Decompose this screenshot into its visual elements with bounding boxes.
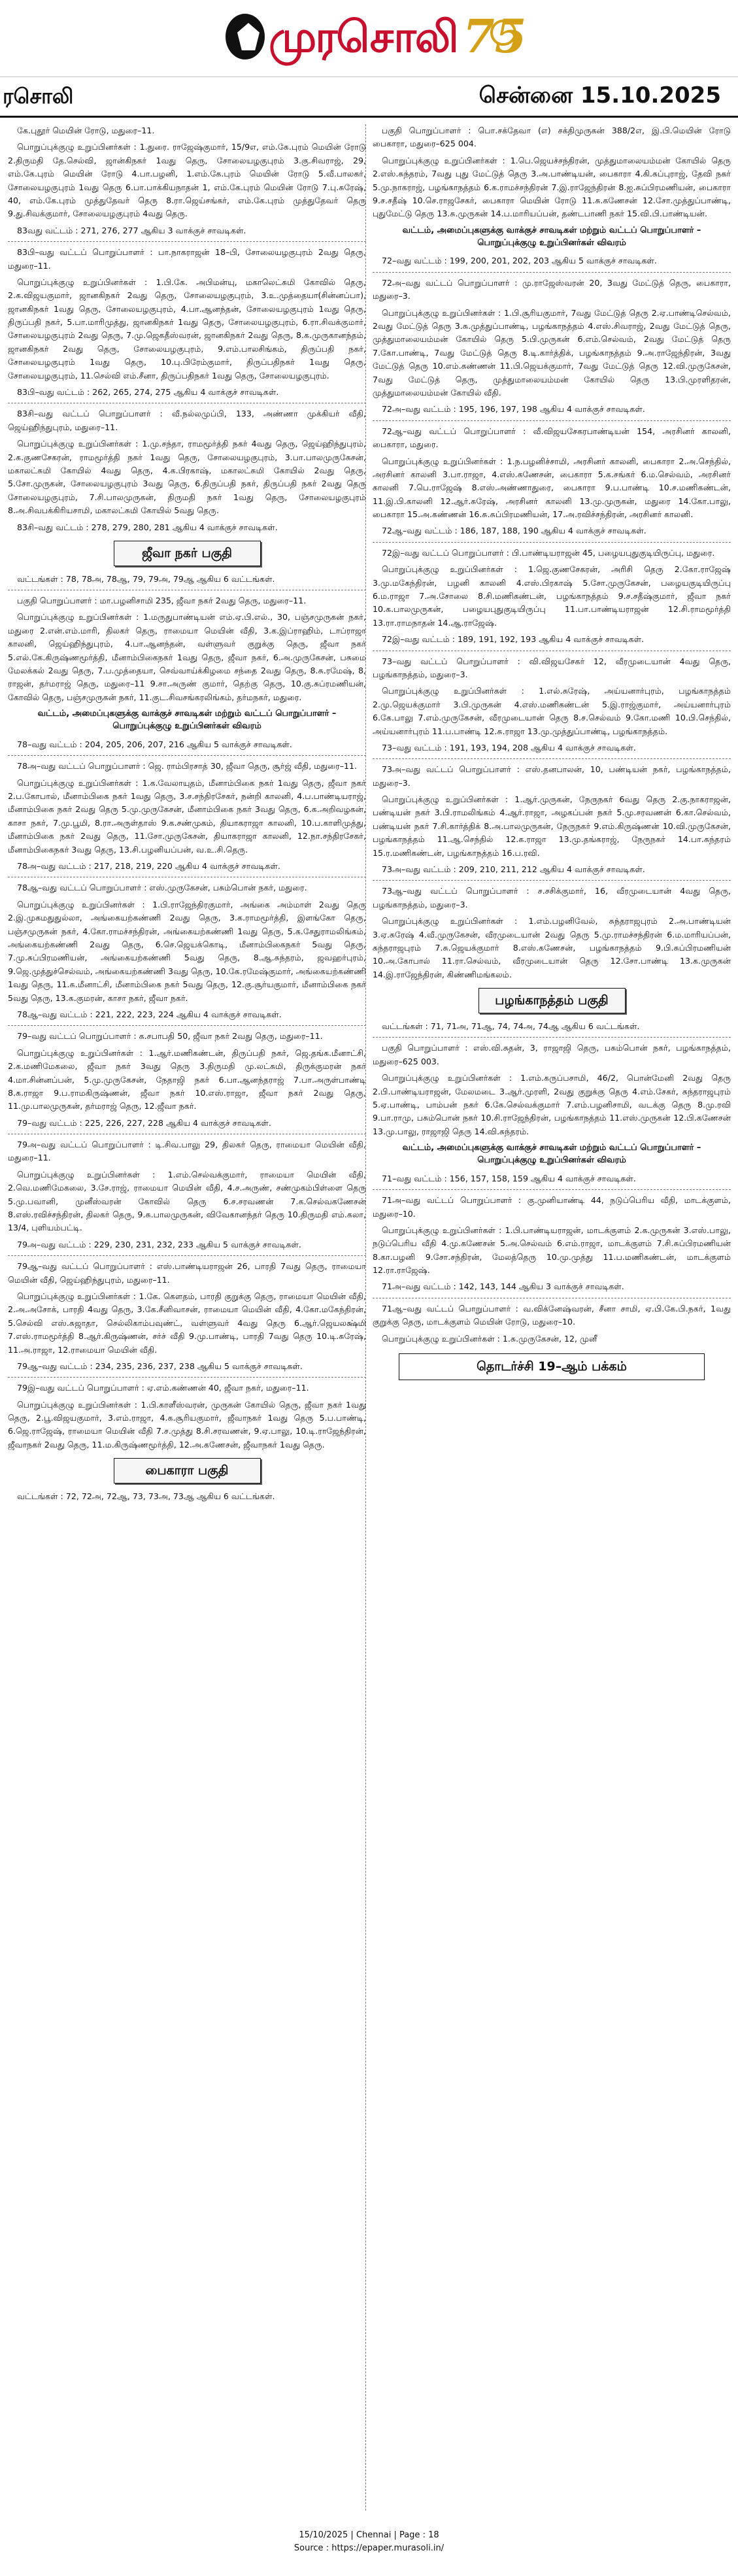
notice-heading: வட்டம், அமைப்புகளுக்கு வாக்குச் சாவடிகள் மற்றும் வட்டப் பொறுப்பாளர் – பொறுப்புக்குழு உறுப்பினர்கள் விவரம் bbox=[402, 1143, 701, 1165]
divider bbox=[373, 272, 731, 273]
paragraph: 73அ–வது வட்டப் பொறுப்பாளர் : எஸ்.தனபாலன், 10, பண்டியன் நகர், பழங்காநத்தம், மதுரை–3. bbox=[373, 764, 731, 788]
paragraph: பொறுப்புக்குழு உறுப்பினர்கள் : 1.சு.முருகேசன், 12, முனீ bbox=[382, 1333, 597, 1344]
divider bbox=[373, 420, 731, 421]
paragraph: 72ஆ–வது வட்டம் : 186, 187, 188, 190 ஆகிய 4 வாக்குச் சாவடிகள். bbox=[382, 526, 646, 536]
paragraph: 78அ–வது வட்டப் பொறுப்பாளர் : ஜெ. ராம்பிரசாத் 30, ஜீவா தெரு, சூர்ஜ் வீதி, மதுரை–11. bbox=[17, 761, 358, 771]
divider bbox=[8, 1377, 366, 1378]
paragraph: பொறுப்புக்குழு உறுப்பினர்கள் : 1.க.வேலாயுதம், மீனாம்பிகை நகர் 1வது தெரு, ஜீவா நகர் 2.ப.கோபால், மீனாம்பிகை நகர் 1வது தெரு, 3.ச.சந்திரசேகர், நன்றி காலனி, 4.ப.பாண்டியராஜ், மீனாம்பிகை நகர் 2வது தெரு 5.மு.முருகேசன், மீனாம்பிகை நகர் 3வது தெரு, 6.க.அறிவழகன், காசா நகர், 7.மு.பூமி, 8.ரா.அருள்தாஸ் 9.க.சண்முகம், தியாகராஜா காலனி, 10.ப.காளிமுத்து, மீனாம்பிகை நகர் 2வது தெரு, 11.சோ.முருகேசன், தியாகராஜா காலனி, 12.நா.சந்திரசேகர், மீனாம்பிகைநகர் 3வது தெரு, 13.சி.பழனியப்பன், வ.உ.சி.தெரு. bbox=[8, 777, 366, 855]
right-column bbox=[373, 124, 731, 2511]
notice-heading: வட்டம், அமைப்புகளுக்கு வாக்குச் சாவடிகள் மற்றும் வட்டப் பொறுப்பாளர் – பொறுப்புக்குழு உறுப்பினர்கள் விவரம் bbox=[402, 225, 701, 248]
paragraph: 72–வது வட்டம் : 199, 200, 201, 202, 203 ஆகிய 5 வாக்குச் சாவடிகள். bbox=[382, 256, 657, 266]
anniversary-number: 75 bbox=[463, 9, 527, 63]
murasoli-logo bbox=[226, 4, 527, 69]
paragraph: 79ஆ–வது வட்டம் : 234, 235, 236, 237, 238 ஆகிய 5 வாக்குச் சாவடிகள். bbox=[17, 1361, 303, 1371]
divider bbox=[373, 1189, 731, 1190]
paragraph: 79அ–வது வட்டம் : 229, 230, 231, 232, 233 ஆகிய 5 வாக்குச் சாவடிகள். bbox=[17, 1239, 301, 1249]
paragraph: 72இ–வது வட்டம் : 189, 191, 192, 193 ஆகிய 4 வாக்குச் சாவடிகள். bbox=[382, 634, 645, 645]
paragraph: பகுதி பொறுப்பாளர் : எஸ்.வி.சுதன், 3, ராஜாஜி தெரு, பசும்பொன் நகர், பழங்காநத்தம், மதுரை–625 003. bbox=[373, 1043, 731, 1066]
page-header bbox=[0, 77, 738, 118]
paragraph: பொறுப்புக்குழு உறுப்பினர்கள் : 1.ஆர்.முருகன், நேருநகர் 6வது தெரு 2.கு.நாகராஜன், பண்டியன் நகர் 3.பி.ராமலிங்கம் 4.ஆர்.ராஜா, அழகப்பன் நகர் 5.மு.சரவணன் 6.கா.செல்வம், பண்டியன் நகர் 7.சி.கார்த்திக் 8.அ.பாலமுருகன், நேருநகர் 9.எம்.கிருஷ்ணன் 10.வி.முருகேசன், பழங்காநத்தம் 11.ஆ.செந்தில் 12.க.ராஜா 13.மு.தங்கராஜ், நேருநகர் 14.பா.சுந்தரம் 15.ர.மணிகண்டன், பழங்காநத்தம் 16.ப.ரவி. bbox=[373, 794, 731, 858]
paragraph: 73–வது வட்டப் பொறுப்பாளர் : வி.விஜயசேகர் 12, வீரமுடையான் 4வது தெரு, பழங்காநத்தம், மதுரை–3. bbox=[373, 656, 731, 679]
paragraph: 78ஆ–வது வட்டப் பொறுப்பாளர் : எஸ்.முருகேசன், பசும்பொன் நகர், மதுரை. bbox=[17, 883, 307, 893]
paragraph: வட்டங்கள் : 72, 72அ, 72ஆ, 73, 73அ, 73ஆ ஆகிய 6 வட்டங்கள். bbox=[17, 1491, 275, 1502]
left-column bbox=[8, 124, 366, 2511]
paragraph: பொறுப்புக்குழு உறுப்பினர்கள் : 1.பி.சூரியகுமார், 7வது மேட்டுத் தெரு 2.ஏ.பாண்டிசெல்வம், 2வது மேட்டுத் தெரு 3.சு.முத்துப்பாண்டி, பழங்காநத்தம் 4.எஸ்.சிவராஜ், 2வது மேட்டுத் தெரு, முத்துமாலையம்மன் கோயில் தெரு 5.பி.முருகன் 6.எம்.செல்வம், 2வது மேட்டுத் தெரு 7.கோ.பாண்டி, 7வது மேட்டுத் தெரு 8.டி.கார்த்திக், பழங்காநத்தம் 9.அ.ராஜேந்திரன், 3வது மேட்டுத் தெரு 10.எம்.கண்ணன் 11.பி.ஜெயக்குமார், 7வது மேட்டுத் தெரு 12.வி.முருகேசன், 7வது மேட்டுத் தெரு, முத்துமாலையம்மன் கோயில் தெரு 13.பி.முரளிதரன், முத்துமாலையம்மன் கோயில் வீதி. bbox=[373, 307, 731, 398]
paragraph: பொறுப்புக்குழு உறுப்பினர்கள் : 1.எல்.சுரேஷ், அய்யனார்புரம், பழங்காநத்தம் 2.மு.ஜெயக்குமார் 3.பி.முருகன் 4.எஸ்.மணிகண்டன் 5.இ.ராஜ்குமார், அய்யனார்புரம் 6.கே.பாலு 7.எம்.முருகேசன், வீரமுடையான் தெரு 8.ச.செல்வம் 9.கோ.மணி 10.பி.செந்தில், அய்யனார்புரம் 11.ப.பாண்டி 12.சு.ராஜா 13.மு.முத்துப்பாண்டி, பழங்காநத்தம். bbox=[373, 686, 731, 736]
footer-edition: 15/10/2025 | Chennai | Page : 18 bbox=[299, 2530, 439, 2540]
paragraph: வட்டங்கள் : 78, 78அ, 78ஆ, 79, 79அ, 79ஆ ஆகிய 6 வட்டங்கள். bbox=[17, 573, 275, 584]
paragraph: 72இ–வது வட்டப் பொறுப்பாளர் : பி.பாண்டியராஜன் 45, பழையபுதுகுடியிருப்பு, மதுரை. bbox=[382, 547, 715, 558]
page-footer bbox=[0, 2529, 738, 2554]
paragraph: பொறுப்புக்குழு உறுப்பினர்கள் : 1.பி.கே. அபிமன்யு, மகாலெட்சுமி கோவில் தெரு, 2.க.விஜயகுமார், ஜானகிநகர் 2வது தெரு, சோலையழகுபுரம், 3.உ.முத்தையா(சின்னப்பா), ஜானகிநகர் 1வது தெரு, சோலையழகுபுரம், 4.பா.ஆனந்தன், சோலையழகுபுரம் 1வது தெரு, திருப்பதி நகர், 5.பா.மாரிமுத்து, ஜானகிநகர் 1வது தெரு, சோலையழகுபுரம், 6.ரா.சிவக்குமார், சோலையழகுபுரம் 2வது தெரு, 7.மு.ஜெகதீஸ்வரன், ஜானகிநகர் 2வது தெரு, 8.க.முருகானந்தம், ஜானகிநகர் 2வது தெரு, சோலையழகுபுரம், 9.எம்.பாலசிங்கம், திருப்பதி நகர், சோலையழகுபுரம் 1வது தெரு, 10.பு.பிரேம்குமார், திருப்பதிநகர் 1வது தெரு, சோலையழகுபுரம், 11.செல்வி எம்.சீனா, திருப்பதிநகர் 1வது தெரு, சோலையழகுபுரம். bbox=[8, 277, 366, 381]
logo-text: முரசொலி bbox=[269, 11, 458, 62]
paragraph: 83வது வட்டம் : 271, 276, 277 ஆகிய 3 வாக்குச் சாவடிகள். bbox=[17, 225, 246, 235]
divider bbox=[373, 880, 731, 881]
section-heading: பழங்காநத்தம் பகுதி bbox=[478, 988, 626, 1013]
paragraph: 79–வது வட்டப் பொறுப்பாளர் : க.சபாபதி 50, ஜீவா நகர் 2வது தெரு, மதுரை–11. bbox=[17, 1031, 323, 1042]
paragraph: 83சி–வது வட்டப் பொறுப்பாளர் : வீ.நல்லமுப்பி, 133, அண்ணா முக்கியர் வீதி, ஜெய்ஹிந்துபுரம், மதுரை–11. bbox=[8, 409, 366, 432]
divider bbox=[8, 241, 366, 242]
paragraph: 71ஆ–வது வட்டப் பொறுப்பாளர் : வ.விக்னேஷ்வரன், சீனா சாமி, ஏ.பி.கே.பி.நகர், 1வது குறுக்கு தெரு, மாடக்குளம் மெயின் ரோடு, மதுரை–10. bbox=[373, 1303, 731, 1327]
paragraph: 78–வது வட்டம் : 204, 205, 206, 207, 216 ஆகிய 5 வாக்குச் சாவடிகள். bbox=[17, 739, 292, 749]
paragraph: 72அ–வது வட்டம் : 195, 196, 197, 198 ஆகிய 4 வாக்குச் சாவடிகள். bbox=[382, 404, 645, 415]
paragraph: 71அ–வது வட்டம் : 142, 143, 144 ஆகிய 3 வாக்குச் சாவடிகள். bbox=[382, 1281, 624, 1292]
paragraph: 79–வது வட்டம் : 225, 226, 227, 228 ஆகிய 4 வாக்குச் சாவடிகள். bbox=[17, 1117, 271, 1128]
paragraph: 73–வது வட்டம் : 191, 193, 194, 208 ஆகிய 4 வாக்குச் சாவடிகள். bbox=[382, 742, 636, 753]
anniversary-emblem bbox=[463, 7, 527, 67]
paragraph: 79அ–வது வட்டப் பொறுப்பாளர் : டி.சிவ.பாலு 29, திலகர் தெரு, ராமையா மெயின் வீதி, மதுரை–11. bbox=[8, 1140, 366, 1163]
paragraph: பொறுப்புக்குழு உறுப்பினர்கள் : 1.மு.சந்தா, ராமமூர்த்தி நகர் 4வது தெரு, ஜெய்ஹிந்துபுரம், 2.க.குணசேகரன், ராமமூர்த்தி நகர் 1வது தெரு, சோலையழகுபுரம், 3.பா.பாலமுருகேசன், மகாலட்சுமி கோயில் 4வது தெரு, 4.க.பிரகாஷ், மகாலட்சுமி கோயில் 2வது தெரு, 5.சோ.முருகன், சோலையழகுபுரம் 3வது தெரு, 6.திருப்பதி நகர், திருப்பதி நகர் 2வது தெரு சோலையழகுபுரம், 7.சி.பாலமுருகன், திருமதி நகர் 1வது தெரு, சோலையழகுபுரம் 8.அ.சிவபக்கிரியசாமி, மகாலட்சுமி கோயில் 5வது தெரு. bbox=[8, 439, 366, 516]
paragraph: 78ஆ–வது வட்டம் : 221, 222, 223, 224 ஆகிய 4 வாக்குச் சாவடிகள். bbox=[17, 1009, 282, 1019]
paragraph: 71–வது வட்டம் : 156, 157, 158, 159 ஆகிய 4 வாக்குச் சாவடிகள். bbox=[382, 1173, 636, 1183]
paragraph: 72ஆ–வது வட்டப் பொறுப்பாளர் : வீ.விஜயசேகரபாண்டியன் 154, அரசினர் காலனி, பைகாரா, மதுரை. bbox=[373, 426, 731, 450]
paragraph: பொறுப்புக்குழு உறுப்பினர்கள் : 1.மருதுபாண்டியன் எம்.ஏ.பி.எல்., 30, பஞ்சமுருகன் நகர், மதுரை 2.என்.எம்.மாரி, திலகர் தெரு, ராமையா மெயின் வீதி, 3.க.இப்ராஹிம், டாப்ராஜா காலனி, ஜெய்ஹிந்துபுரம், 4.பா.ஆனந்தன், வள்ளுவர் குறுக்கு தெரு, ஜீவா நகர் 5.எல்.கே.கிருஷ்ணமூர்த்தி, மீனாம்பிகைநகர் 1வது தெரு, ஜீவா நகர், 6.அ.முருகேசன், பசுமை மேலக்கல் 2வது தெரு, 7.ப.முத்தையா, செவ்வாய்க்கிழமை சந்தை 2வது தெரு, 8.சு.ரமேஷ், 8, ராஜன், தர்மராஜ் தெரு, மதுரை–11 9.சா.அருண் குமார், தெற்கு தெரு, 10.கு.சுப்ரமணியன், கோவில் தெரு, பஞ்சமுருகன் நகர், 11.குட.சிவசங்கரலிங்கம், தர்மநகர், மதுரை. bbox=[8, 612, 366, 702]
paragraph: 79ஆ–வது வட்டப் பொறுப்பாளர் : எஸ்.பாண்டியராஜன் 26, பாரதி 7வது தெரு, ராமையா மெயின் வீதி, ஜெய்ஹிந்துபுரம், மதுரை–11. bbox=[8, 1261, 366, 1285]
divider bbox=[8, 1255, 366, 1256]
paragraph: பொறுப்புக்குழு உறுப்பினர்கள் : 1.துரை. ராஜேஷ்குமார், 15/9எ, எம்.கே.புரம் மெயின் ரோடு 2.திருமதி தே.செல்வி, ஜான்கிநகர் 1வது தெரு, சோலையழகுபுரம் 3.கு.சிவராஜ், 29, எம்.கே.புரம் மெயின் ரோடு 4.பா.பழனி, 1.எம்.கே.புரம் மெயின் ரோடு 5.வீ.பாலகர், சோலையழகுபுரம் 1வது தெரு 6.பா.பாக்கியநாதன் 1, எம்.கே.புரம் மெயின் ரோடு 7.பு.சுரேஷ், 40, எம்.கே.புரம் முத்துதேவர் தெரு 8.ரா.ஜெய்சங்கர், எம்.கே.புரம் முத்துதேவர் தெரு 9.து.சிவக்குமார், சோலையழகுபுரம் 4வது தெரு. bbox=[8, 142, 366, 219]
paragraph: 83சி–வது வட்டம் : 278, 279, 280, 281 ஆகிய 4 வாக்குச் சாவடிகள். bbox=[17, 522, 278, 532]
masthead bbox=[0, 0, 738, 77]
paragraph: பொறுப்புக்குழு உறுப்பினர்கள் : 1.பெ.ஜெயச்சந்திரன், முத்துமாலையம்மன் கோயில் தெரு 2.எஸ்.சுந்தரம், 7வது புது மேட்டுத் தெரு 3.அ.பாண்டியன், பைகாரா 4.கி.சுப்புராஜ், தேவி நகர் 5.மு.நாகராஜ், பழங்காநத்தம் 6.க.ராமச்சந்திரன் 7.இ.ராஜேந்திரன் 8.ஐ.சுப்பிரமணியன், பைகாரா 9.ச.சதீஷ் 10.செ.ராஜசேகர், பைகாரா மெயின் ரோடு 11.சு.கணேசன் 12.சோ.முத்துப்பாண்டி, புதுமேட்டு தெரு 13.சு.முருகன் 14.ப.மாரியப்பன், தண்டபாணி நகர் 15.வி.பி.பாண்டியன். bbox=[373, 155, 731, 219]
paragraph: 83பி–வது வட்டப் பொறுப்பாளர் : பா.நாகராஜன் 18–பி, சோலையழகுபுரம் 2வது தெரு, மதுரை–11. bbox=[8, 247, 366, 271]
paragraph: பொறுப்புக்குழு உறுப்பினர்கள் : 1.பி.ராஜேந்திரகுமார், அங்கை அம்மாள் 2வது தெரு 2.இ.முகமதுதுல்லா, அங்கையற்கண்ணி 2வது தெரு, 3.க.ராமமூர்த்தி, இளங்கோ தெரு, பஞ்சமுருகன் நகர், 4.கோ.ராமச்சந்திரன், அங்கையற்கண்ணி 1வது தெரு, 5.க.சேதுராமலிங்கம், அங்கையற்கண்ணி 2வது தெரு, 6.செ.ஜெயக்கொடி, மீனாம்பிகைநகர் 5வது தெரு, 7.மு.சுப்பிரமணியன், அங்கையற்கண்ணி 5வது தெரு, 8.ஆ.சுந்தரம், ஜவஹர்புரம், 9.ஜெ.முத்துச்செல்வம், அங்கையற்கண்ணி 3வது தெரு, 10.கே.ரமேஷ்குமார், அங்கையற்கண்ணி 1வது தெரு, 11.சு.மீனாட்சி, மீனாம்பிகை நகர் 5வது தெரு, 12.கு.சூர்யகுமார், மீனாம்பிகை நகர் 5வது தெரு, 13.க.குமரன், காசா நகர், ஜீவா நகர். bbox=[8, 899, 366, 1003]
paragraph: 73அ–வது வட்டம் : 209, 210, 211, 212 ஆகிய 4 வாக்குச் சாவடிகள். bbox=[382, 864, 645, 875]
paragraph: பொறுப்புக்குழு உறுப்பினர்கள் : 1.எம்.கருப்பசாமி, 46/2, பொன்மேனி 2வது தெரு 2.பி.பாண்டியராஜன், மேலமடை 3.ஆர்.முரளி, 2வது குறுக்கு தெரு 4.எம்.சேகர், சுந்தராஜபுரம் 5.ஏ.பாண்டி, பாம்பன் நகர் 6.கே.செல்வக்குமார் 7.எம்.பழனிசாமி, வடக்கு தெரு 8.மு.ரவி 9.பா.ராமு, பசும்பொன் நகர் 10.சி.ராஜேந்திரன், பழங்காநத்தம் 11.எஸ்.முருகன் 12.பி.கணேசன் 13.மு.பாலு, ராஜாஜி தெரு 14.வி.சுந்தரம். bbox=[373, 1073, 731, 1136]
paragraph: பொறுப்புக்குழு உறுப்பினர்கள் : 1.பி.காளீஸ்வரன், முருகன் கோயில் தெரு, ஜீவா நகர் 1வது தெரு, 2.பூ.விஜயகுமார், 3.எம்.ராஜா, 4.க.சூரியகுமார், ஜீவாநகர் 1வது தெரு 5.ப.பாண்டி, 6.ஜெ.ராஜேஷ், ராமையா மெயின் வீதி 7.ச.முத்து 8.சி.சரவணன், 9.ஏ.பாலு, 10.டி.ராஜேந்திரன், ஜீவாநகர் 2வது தெரு, 11.ம.கிருஷ்ணமூர்த்தி, 12.அ.கணேசன், ஜீவாநகர் 1வது தெரு. bbox=[8, 1399, 366, 1449]
column-divider bbox=[365, 124, 366, 2511]
continuation-box: தொடர்ச்சி 19–ஆம் பக்கம் bbox=[399, 1353, 705, 1380]
paragraph: பகுதி பொறுப்பாளர் : மா.பழனிசாமி 235, ஜீவா நகர் 2வது தெரு, மதுரை–11. bbox=[17, 596, 307, 606]
paragraph: 79இ–வது வட்டப் பொறுப்பாளர் : ஏ.எம்.கண்ணன் 40, ஜீவா நகர், மதுரை–11. bbox=[17, 1383, 309, 1393]
paragraph: 71அ–வது வட்டப் பொறுப்பாளர் : கு.முனியாண்டி 44, நடுப்பெரிய வீதி, மாடக்குளம், மதுரை–10. bbox=[373, 1195, 731, 1219]
divider bbox=[373, 542, 731, 543]
section-heading: ஜீவா நகர் பகுதி bbox=[114, 541, 261, 566]
paragraph: 78அ–வது வட்டம் : 217, 218, 219, 220 ஆகிய 4 வாக்குச் சாவடிகள். bbox=[17, 861, 280, 872]
article-columns bbox=[0, 124, 738, 2511]
paragraph: பொறுப்புக்குழு உறுப்பினர்கள் : 1.பி.பாண்டியராஜன், மாடக்குளம் 2.க.முருகன் 3.எஸ்.பாலு, நடுப்பெரிய வீதி 4.மு.கணேசன் 5.அ.செல்வம் 6.எம்.ராஜா, மாடக்குளம் 7.சி.சுப்பிரமணியன் 8.கா.பழனி 9.சோ.சந்திரன், மேலத்தெரு 10.மு.முத்து 11.ப.மணிகண்டன், மாடக்குளம் 12.ரா.ராஜேஷ். bbox=[373, 1225, 731, 1276]
paragraph: 72அ–வது வட்டப் பொறுப்பாளர் : மு.ராஜேஸ்வரன் 20, 3வது மேட்டுத் தெரு, பைகாரா, மதுரை–3. bbox=[373, 277, 731, 301]
divider bbox=[8, 755, 366, 756]
paragraph: 83பி–வது வட்டம் : 262, 265, 274, 275 ஆகிய 4 வாக்குச் சாவடிகள். bbox=[17, 387, 279, 398]
paragraph: வட்டங்கள் : 71, 71அ, 71ஆ, 74, 74அ, 74ஆ ஆகிய 6 வட்டங்கள். bbox=[382, 1021, 640, 1031]
paragraph: பொறுப்புக்குழு உறுப்பினர்கள் : 1.கே. கௌதம், பாரதி குறுக்கு தெரு, ராமையா மெயின் வீதி, 2.அ.அசோக், பாரதி 4வது தெரு, 3.கே.சீனிவாசன், ராமையா மெயின் வீதி, 4.கோ.மகேந்திரன், 5.செல்வி எஸ்.சுஜாதா, செல்லிகாம்பவுண்ட், வள்ளுவர் 4வது தெரு 6.ஆர்.ஜெயலக்ஷ்மி 7.எஸ்.ராமமூர்த்தி 8.ஆர்.கிருஷ்ணன், சர்ச் வீதி 9.மு.பாண்டி, பாரதி 7வது தெரு 10.டி.சுரேஷ், 11.அ.ராஜா, 12.ராமையா மெயின் வீதி. bbox=[8, 1291, 366, 1355]
drum-emblem-icon bbox=[226, 14, 265, 59]
paragraph: பொறுப்புக்குழு உறுப்பினர்கள் : 1.ஆர்.மணிகண்டன், திருப்பதி நகர், ஜெ.தங்க.மீனாட்சி, 2.க.மணிமேகலை, ஜீவா நகர் 3வது தெரு 3.திருமதி மு.லட்சுமி, திருக்குமரன் நகர் 4.மா.சின்னப்பன், 5.மு.முருகேசன், நேதாஜி நகர் 6.பா.ஆனந்தராஜ் 7.பா.அருள்பாண்டி 8.க.ராஜா 9.ப.ராமகிருஷ்ணன், ஜீவா நகர் 10.எஸ்.ராஜா, ஜீவா நகர் 2வது தெரு, 11.மு.பாலமுருகன், தர்மராஜ் தெரு, 12.ஜீவா நகர். bbox=[8, 1047, 366, 1111]
anniversary-ring-icon bbox=[490, 20, 516, 46]
section-heading: பைகாரா பகுதி bbox=[114, 1458, 261, 1483]
paragraph: 73ஆ–வது வட்டப் பொறுப்பாளர் : ச.சசிக்குமார், 16, வீரமுடையான் 4வது தெரு, பழங்காநத்தம், மதுரை–3. bbox=[373, 886, 731, 909]
city-date: சென்னை 15.10.2025 bbox=[478, 82, 721, 109]
footer-source: Source : https://epaper.murasoli.in/ bbox=[294, 2543, 444, 2553]
divider bbox=[8, 1025, 366, 1026]
paragraph: கே.புதூர் மெயின் ரோடு, மதுரை–11. bbox=[17, 126, 155, 135]
paragraph: பகுதி பொறுப்பாளர் : பொ.சக்தேவா (எ) சக்திமுருகன் 388/2எ, இ.பி.மெயின் ரோடு பைகாரா, மதுரை–625 004. bbox=[373, 126, 731, 149]
paragraph: பொறுப்புக்குழு உறுப்பினர்கள் : 1.எம்.செல்வக்குமார், ராமையா மெயின் வீதி, 2.வெ.மணிமேகலை, 3.சே.ராஜ், ராமையா மெயின் வீதி, 4.ச.அருண், சண்முகம்பிள்ளை தெரு 5.மு.பவானி, முனீஸ்வரன் கோவில் தெரு 6.ச.சரவணன் 7.க.செல்வகணேசன் 8.எஸ்.ரவிச்சந்திரன், திலகர் தெரு, 9.சு.பாலமுருகன், விவேகானந்தர் தெரு 10.திருமதி எம்.கலா, 13/4, புளியம்பட்டி. bbox=[8, 1169, 366, 1233]
paper-name: ரசொலி bbox=[3, 84, 74, 109]
paragraph: பொறுப்புக்குழு உறுப்பினர்கள் : 1.ஜெ.குணசேகரன், அரிசி தெரு 2.கோ.ராஜேஷ் 3.மு.மகேந்திரன், பழனி காலனி 4.எஸ்.பிரகாஷ் 5.சோ.முருகேசன், பழையகுடியிருப்பு 6.ம.ராஜா 7.அ.சோலை 8.சி.மணிகண்டன், பழங்காநத்தம் 9.ச.சதீஷ்குமார், ஜீவா நகர் 10.க.பாலமுருகன், பழையபுதுகுடியிருப்பு 11.பா.பாண்டியராஜன் 12.சி.ராமமூர்த்தி 13.ரா.ராமநாதன் 14.ஆ.ராஜேஷ். bbox=[373, 564, 731, 628]
divider bbox=[373, 758, 731, 759]
divider bbox=[373, 1037, 731, 1038]
paragraph: பொறுப்புக்குழு உறுப்பினர்கள் : 1.எம்.பழனிவேல், சுந்தராஜபுரம் 2.அ.பாண்டியன் 3.ஏ.சுரேஷ் 4.வீ.முருகேசன், வீரமுடையான் 2வது தெரு 5.மு.ராமச்சந்திரன் 6.ம.மாரியப்பன், சுந்தராஜபுரம் 7.சு.ஜெயக்குமார் 8.எஸ்.கணேசன், பழங்காநத்தம் 9.பி.சுப்பிரமணியன் 10.அ.கோபால் 11.ரா.செல்வம், வீரமுடையான் தெரு 12.சோ.பாண்டி 13.க.முருகன் 14.இ.ராஜேந்திரன், கிண்ணிமங்கலம். bbox=[373, 916, 731, 979]
notice-heading: வட்டம், அமைப்புகளுக்கு வாக்குச் சாவடிகள் மற்றும் வட்டப் பொறுப்பாளர் – பொறுப்புக்குழு உறுப்பினர்கள் விவரம் bbox=[37, 709, 337, 732]
paragraph: பொறுப்புக்குழு உறுப்பினர்கள் : 1.ந.பழனிச்சாமி, அரசினர் காலனி, பைகாரா 2.அ.செந்தில், அரசினர் காலனி 3.பா.ராஜா, 4.எஸ்.கணேசன், பைகாரா 5.க.சங்கர் 6.ம.செல்வம், அரசினர் காலனி 7.பெ.ராஜேஷ் 8.எஸ்.அண்ணாதுரை, பைகாரா 9.ப.பாண்டி 10.ச.மணிகண்டன், 11.இ.பி.காலனி 12.ஆர்.சுரேஷ், அரசினர் காலனி 13.மு.முருகன், மதுரை 14.கோ.பாலு, பைகாரா 15.அ.கண்ணன் 16.சு.சுப்பிரமணியன், 17.அ.ரவிச்சந்திரன், அரசினர் காலனி. bbox=[373, 456, 731, 520]
